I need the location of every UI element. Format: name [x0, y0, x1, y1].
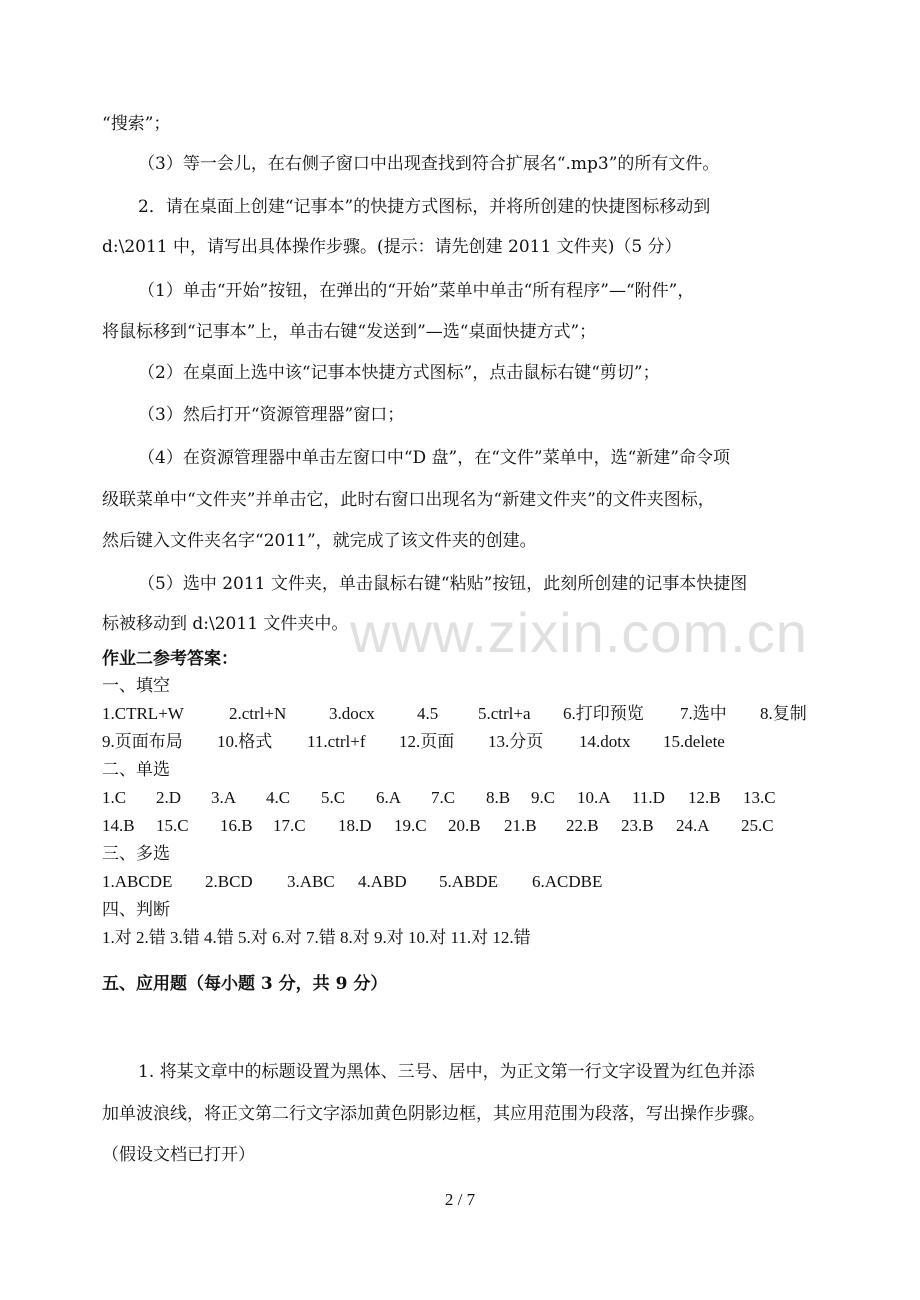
answer-item: 4.ABD: [358, 872, 407, 891]
answer-item: 6.ACDBE: [532, 872, 603, 891]
paragraph-line: （1）单击“开始”按钮，在弹出的“开始”菜单中单击“所有程序”—“附件”，: [138, 281, 695, 301]
paragraph-line: （3）等一会儿，在右侧子窗口中出现查找到符合扩展名“.mp3”的所有文件。: [138, 154, 720, 174]
answer-item: 4.5: [417, 704, 439, 723]
answer-item: 5.C: [321, 788, 346, 807]
paragraph-line: 加单波浪线，将正文第二行文字添加黄色阴影边框，其应用范围为段落，写出操作步骤。: [102, 1104, 765, 1124]
answers-heading: 作业二参考答案：: [102, 649, 238, 669]
page-number: 2 / 7: [444, 1190, 476, 1209]
answer-item: 16.B: [220, 816, 253, 835]
paragraph-line: （2）在桌面上选中该“记事本快捷方式图标”，点击鼠标右键“剪切”；: [138, 363, 660, 383]
paragraph-line: （3）然后打开“资源管理器”窗口；: [138, 405, 405, 425]
answer-item: 14.B: [102, 816, 135, 835]
answer-item: 7.C: [431, 788, 456, 807]
paragraph-line: 1. 将某文章中的标题设置为黑体、三号、居中，为正文第一行文字设置为红色并添: [138, 1062, 755, 1082]
answer-item: 15.delete: [663, 732, 725, 751]
answer-item: 3.A: [211, 788, 237, 807]
answer-item: 15.C: [156, 816, 189, 835]
section-title: 五、应用题（每小题 3 分，共 9 分）: [102, 974, 388, 994]
answer-item: 9.页面布局: [102, 732, 183, 751]
section-title: 三、多选: [102, 844, 170, 864]
answer-item: 7.选中: [680, 704, 727, 723]
paragraph-line: “搜索”；: [102, 114, 171, 134]
section-title: 一、填空: [102, 676, 170, 696]
paragraph-line: 级联菜单中“文件夹”并单击它，此时右窗口出现名为“新建文件夹”的文件夹图标，: [102, 490, 715, 510]
answer-item: 23.B: [621, 816, 654, 835]
watermark: www.zixin.com.cn: [350, 601, 808, 664]
answer-item: 21.B: [504, 816, 537, 835]
answer-item: 17.C: [273, 816, 306, 835]
paragraph-line: 标被移动到 d:\2011 文件夹中。: [102, 614, 349, 634]
answer-item: 18.D: [338, 816, 372, 835]
answer-item: 1.ABCDE: [102, 872, 173, 891]
answer-item: 6.A: [376, 788, 402, 807]
answer-item: 13.分页: [488, 732, 544, 751]
paragraph-line: 然后键入文件夹名字“2011”，就完成了该文件夹的创建。: [102, 531, 537, 551]
answer-item: 10.A: [577, 788, 611, 807]
answer-item: 20.B: [448, 816, 481, 835]
paragraph-line: （4）在资源管理器中单击左窗口中“D 盘”，在“文件”菜单中，选“新建”命令项: [138, 448, 730, 468]
answer-item: 10.格式: [217, 732, 273, 751]
paragraph-line: 2．请在桌面上创建“记事本”的快捷方式图标，并将所创建的快捷图标移动到: [138, 197, 711, 217]
answer-item: 5.ABDE: [439, 872, 499, 891]
answer-item: 2.BCD: [205, 872, 253, 891]
answer-item: 1.C: [102, 788, 127, 807]
answer-item: 12.页面: [399, 732, 455, 751]
answer-item: 12.B: [688, 788, 721, 807]
paragraph-line: 将鼠标移到“记事本”上，单击右键“发送到”—选“桌面快捷方式”；: [102, 322, 597, 342]
answer-item: 2.ctrl+N: [229, 704, 287, 723]
answer-item: 8.复制: [760, 704, 807, 723]
section-title: 四、判断: [102, 900, 170, 920]
answer-item: 3.ABC: [287, 872, 335, 891]
answer-item: 22.B: [566, 816, 599, 835]
paragraph-line: （假设文档已打开）: [102, 1145, 255, 1165]
answer-item: 25.C: [741, 816, 774, 835]
answer-item: 6.打印预览: [563, 704, 644, 723]
answer-row: 1.对 2.错 3.错 4.错 5.对 6.对 7.错 8.对 9.对 10.对 11.对 12.错: [102, 928, 531, 947]
answer-item: 11.ctrl+f: [307, 732, 366, 751]
paragraph-line: d:\2011 中，请写出具体操作步骤。(提示：请先创建 2011 文件夹)（5 分）: [102, 237, 682, 257]
answer-item: 24.A: [676, 816, 710, 835]
section-title: 二、单选: [102, 760, 170, 780]
answer-item: 5.ctrl+a: [478, 704, 531, 723]
answer-item: 19.C: [394, 816, 427, 835]
answer-item: 1.CTRL+W: [102, 704, 184, 723]
answer-item: 8.B: [486, 788, 511, 807]
answer-item: 3.docx: [329, 704, 375, 723]
answer-item: 4.C: [266, 788, 291, 807]
answer-item: 13.C: [743, 788, 776, 807]
paragraph-line: （5）选中 2011 文件夹，单击鼠标右键“粘贴”按钮，此刻所创建的记事本快捷图: [138, 574, 748, 594]
answer-item: 11.D: [632, 788, 665, 807]
answer-item: 2.D: [156, 788, 182, 807]
answer-item: 9.C: [531, 788, 556, 807]
answer-item: 14.dotx: [579, 732, 631, 751]
